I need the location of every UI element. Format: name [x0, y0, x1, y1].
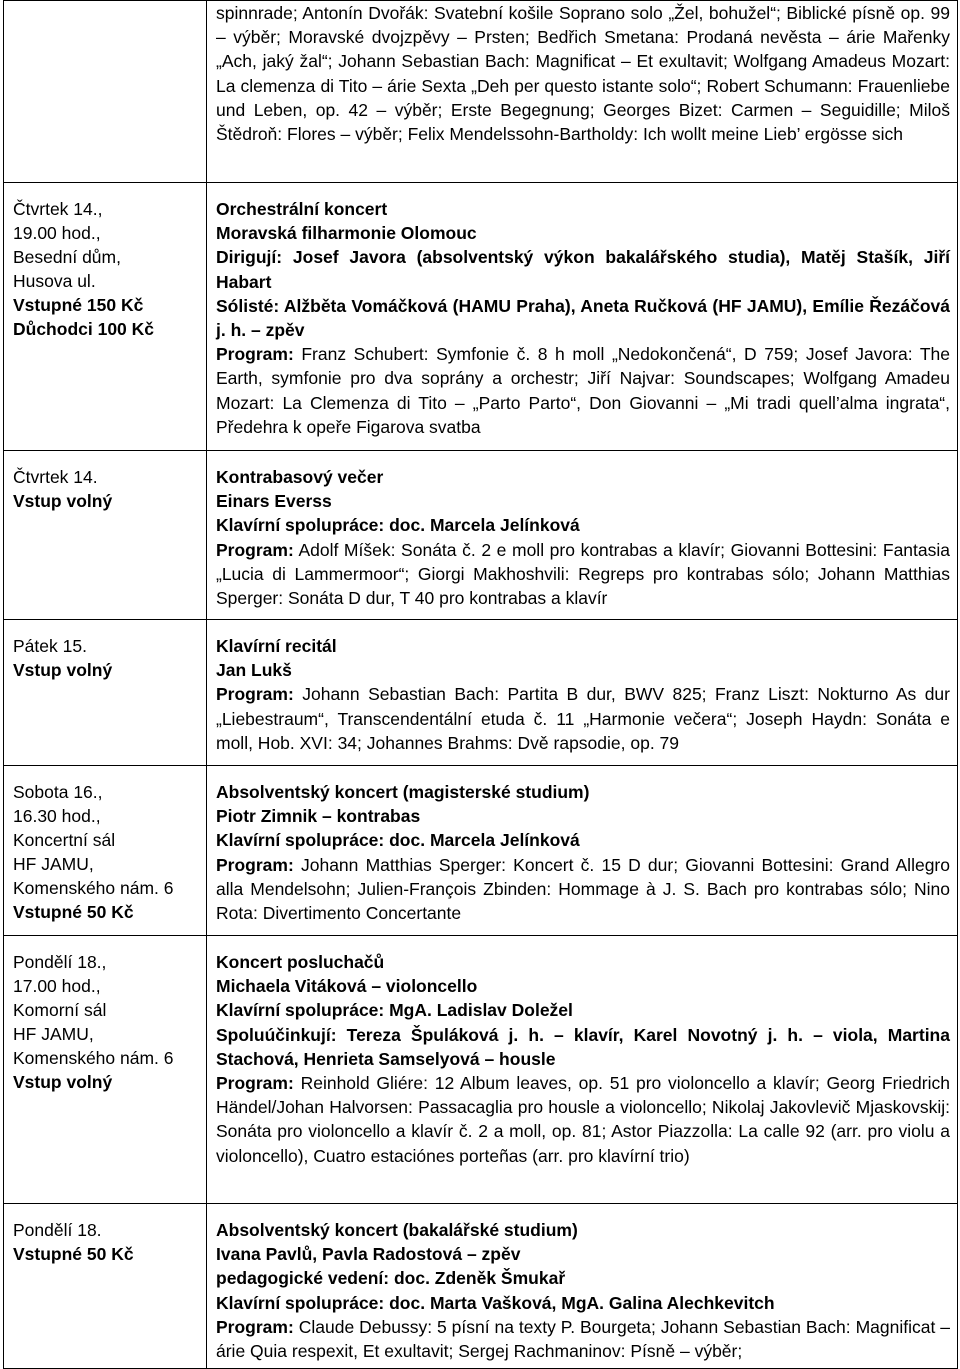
- credit-label: Dirigují:: [216, 247, 283, 268]
- address-line: Husova ul.: [13, 271, 96, 291]
- event-title: Absolventský koncert (magisterské studium): [216, 782, 590, 802]
- admission-line: Vstupné 150 Kč: [13, 295, 144, 315]
- time-line: 16.30 hod.,: [13, 806, 101, 826]
- schedule-row: [4, 1204, 958, 1369]
- admission-line: Vstup volný: [13, 491, 113, 511]
- date-line: Pondělí 18.,: [13, 952, 107, 972]
- admission-line: Vstupné 50 Kč: [13, 902, 134, 922]
- program-content: Reinhold Gliére: 12 Album leaves, op. 51 pro violoncello a klavír; Georg Friedrich Händel/Johan Halvorsen: Passacaglia pro housle a violoncello; Nikolaj Jakovlevič Mjaskovskij: Sonáta pro violoncello a klavír č. 2 a moll, op. 81; Astor Piazzolla: La calle 92 (arr. pro violu a violoncello), Cuatro estaciónes porteñas (arr. pro klavírní trio): [216, 1073, 950, 1166]
- program-cell: [207, 766, 958, 936]
- program-label: Program:: [216, 854, 294, 875]
- performer-line: Michaela Vitáková – violoncello: [216, 976, 478, 997]
- program-text: [216, 1315, 950, 1363]
- credit-text: Tereza Špuláková j. h. – klavír, Karel Novotný j. h. – viola, Martina Stachová, Henrieta Samselyová – housle: [216, 1024, 950, 1069]
- date-cell: [4, 183, 207, 451]
- schedule-row: [4, 183, 958, 451]
- venue-line: Koncertní sál: [13, 830, 116, 850]
- admission-line: Vstup volný: [13, 660, 113, 680]
- time-line: 17.00 hod.,: [13, 976, 101, 996]
- program-label: Program:: [216, 539, 294, 560]
- schedule-row: [4, 620, 958, 766]
- venue-line: HF JAMU,: [13, 1024, 94, 1044]
- date-cell: [4, 620, 207, 766]
- schedule-row: [4, 936, 958, 1204]
- credit-line: [216, 1023, 950, 1071]
- schedule-body: [4, 1, 958, 1369]
- program-text: [216, 682, 950, 755]
- credit-label: Sólisté:: [216, 295, 280, 316]
- performer-line: Moravská filharmonie Olomouc: [216, 223, 477, 244]
- program-text: [216, 853, 950, 926]
- performer-line: Einars Everss: [216, 491, 332, 512]
- program-content: Johann Sebastian Bach: Partita B dur, BWV 825; Franz Liszt: Nokturno As dur „Liebestraum“, Transcendentální etuda č. 11 „Harmonie večera“; Joseph Haydn: Sonáta e moll, Hob. XVI: 34; Johannes Brahms: Dvě rapsodie, op. 79: [216, 684, 950, 753]
- date-line: Čtvrtek 14.: [13, 467, 98, 487]
- performer-line: Jan Lukš: [216, 660, 292, 681]
- accompaniment-line: Klavírní spolupráce: MgA. Ladislav Doležel: [216, 1000, 573, 1021]
- date-line: Čtvrtek 14.,: [13, 199, 103, 219]
- performer-line: Piotr Zimnik – kontrabas: [216, 806, 421, 827]
- program-cell: [207, 620, 958, 766]
- admission-line: Vstupné 50 Kč: [13, 1244, 134, 1264]
- program-cell: [207, 936, 958, 1204]
- credit-line: [216, 245, 950, 293]
- admission-line: Vstup volný: [13, 1072, 113, 1092]
- program-cell: [207, 451, 958, 620]
- concert-schedule-table: [3, 0, 958, 1369]
- program-cell: [207, 183, 958, 451]
- schedule-row: [4, 766, 958, 936]
- schedule-row: [4, 451, 958, 620]
- event-title: Koncert posluchačů: [216, 952, 385, 972]
- program-content: Franz Schubert: Symfonie č. 8 h moll „Nedokončená“, D 759; Josef Javora: The Earth, symfonie pro dva soprány a orchestr; Jiří Najvar: Soundscapes; Wolfgang Amadeu Mozart: La Clemenza di Tito – „Parto Parto“, Don Giovanni – „Mi tradi quell’alma ingrata“, Předehra k opeře Figarova svatba: [216, 344, 950, 437]
- program-label: Program:: [216, 344, 294, 365]
- credit-line: [216, 294, 950, 342]
- program-text: [216, 1071, 950, 1168]
- schedule-row: [4, 1, 958, 183]
- event-title: Kontrabasový večer: [216, 467, 384, 487]
- date-cell: [4, 451, 207, 620]
- program-content: Johann Matthias Sperger: Koncert č. 15 D dur; Giovanni Bottesini: Grand Allegro alla Mendelsohn; Julien-François Zbinden: Hommage à J. S. Bach pro kontrabas sólo; Nino Rota: Divertimento Concertante: [216, 854, 950, 924]
- address-line: Komenského nám. 6: [13, 878, 174, 898]
- accompaniment-line: Klavírní spolupráce: doc. Marcela Jelínková: [216, 515, 580, 536]
- date-line: Sobota 16.,: [13, 782, 103, 802]
- event-title: Klavírní recitál: [216, 636, 337, 656]
- date-cell: [4, 766, 207, 936]
- date-cell: [4, 1, 207, 183]
- program-content: Claude Debussy: 5 písní na texty P. Bourgeta; Johann Sebastian Bach: Magnificat – árie Quia respexit, Et exultavit; Sergej Rachmaninov: Písně – výběr;: [216, 1316, 950, 1362]
- accompaniment-line: Klavírní spolupráce: doc. Marcela Jelínková: [216, 830, 580, 851]
- program-label: Program:: [216, 1073, 294, 1094]
- time-line: 19.00 hod.,: [13, 223, 101, 243]
- program-cell: [207, 1204, 958, 1369]
- date-cell: [4, 1204, 207, 1369]
- credit-text: Josef Javora (absolventský výkon bakalářského studia), Matěj Stašík, Jiří Habart: [216, 247, 950, 292]
- venue-line: Komorní sál: [13, 1000, 107, 1020]
- program-continuation: spinnrade; Antonín Dvořák: Svatební košile Soprano solo „Žel, bohužel“; Biblické písně op. 99 – výběr; Moravské dvojzpěvy – Prsten; Bedřich Smetana: Prodaná nevěsta – árie Mařenky „Ach, jaký žal“; Johann Sebastian Bach: Magnificat – Et exultavit; Wolfgang Amadeus Mozart: La clemenza di Tito – árie Sexta „Deh per questo istante solo“; Robert Schumann: Frauenliebe und Leben, op. 42 – výběr; Erste Begegnung; Georges Bizet: Carmen – Seguidille; Miloš Štědroň: Flores – výběr; Felix Mendelssohn-Bartholdy: Ich wollt meine Lieb’ ergösse sich: [216, 3, 950, 145]
- program-content: Adolf Míšek: Sonáta č. 2 e moll pro kontrabas a klavír; Giovanni Bottesini: Fantasia „Lucia di Lammermoor“; Giorgi Makhoshvili: Regreps pro kontrabas sólo; Johann Matthias Sperger: Sonáta D dur, T 40 pro kontrabas a klavír: [216, 539, 950, 609]
- program-label: Program:: [216, 1316, 294, 1337]
- date-line: Pondělí 18.: [13, 1220, 102, 1240]
- address-line: Komenského nám. 6: [13, 1048, 174, 1068]
- event-title: Absolventský koncert (bakalářské studium): [216, 1220, 578, 1240]
- program-text: [216, 538, 950, 611]
- date-cell: [4, 936, 207, 1204]
- credit-text: Alžběta Vomáčková (HAMU Praha), Aneta Ručková (HF JAMU), Emílie Řezáčová j. h. – zpěv: [216, 295, 950, 341]
- program-text: [216, 342, 950, 439]
- event-title: Orchestrální koncert: [216, 199, 388, 219]
- teacher-line: pedagogické vedení: doc. Zdeněk Šmukař: [216, 1268, 566, 1289]
- admission-line: Důchodci 100 Kč: [13, 319, 155, 339]
- performer-line: Ivana Pavlů, Pavla Radostová – zpěv: [216, 1244, 521, 1265]
- program-label: Program:: [216, 684, 294, 705]
- accompaniment-line: Klavírní spolupráce: doc. Marta Vašková, MgA. Galina Alechkevitch: [216, 1292, 775, 1313]
- program-cell: [207, 1, 958, 183]
- credit-label: Spoluúčinkují:: [216, 1024, 337, 1045]
- venue-line: Besední dům,: [13, 247, 121, 267]
- venue-line: HF JAMU,: [13, 854, 94, 874]
- date-line: Pátek 15.: [13, 636, 87, 656]
